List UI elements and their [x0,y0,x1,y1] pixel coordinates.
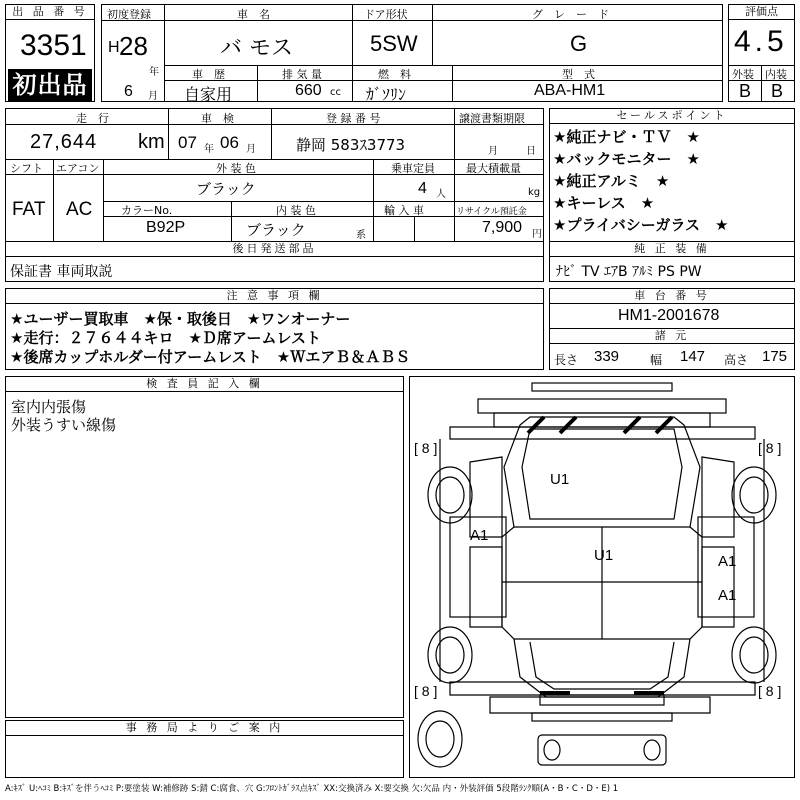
ext-color-value: ブラック [196,180,256,198]
lot-number: 3351 [20,29,87,62]
chassis-value: HM1-2001678 [618,307,720,324]
car-outline-diagram [410,377,794,777]
chassis-section [549,288,795,370]
sales-points-header: セールスポイント [550,109,794,124]
tire-tread-label: [ 8 ] [414,440,438,456]
notes-line: ★走行：２７６４４キロ ★Ｄ席アームレスト [10,329,321,347]
import-header: 輸 入 車 [384,204,424,217]
first-reg-year-unit: 年 [149,67,159,78]
damage-legend: A:ｷｽﾞ U:ﾍｺﾐ B:ｷｽﾞを伴うﾍｺﾐ P:要塗装 W:補修跡 S:錆 C:腐食、穴 G:ﾌﾛﾝﾄｶﾞﾗｽ点ｷｽﾞ XX:交換済み X:要交換 欠:欠品 内・外装評価 5段階ﾗﾝｸ順(A・B・C・D・E) 1 [5,784,619,794]
lot-section [5,4,95,102]
registration-header: 登 録 番 号 [326,112,381,125]
recycle-unit: 円 [532,229,542,240]
equipment-header: 純 正 装 備 [550,242,794,257]
damage-mark: A1 [718,587,737,604]
length-value: 339 [594,348,620,365]
ext-score-value: B [739,81,752,101]
score-header: 評価点 [729,5,794,20]
model-type-header: 型 式 [562,68,595,81]
lot-header: 出 品 番 号 [6,5,94,20]
inspector-section [5,376,404,718]
score-section [728,4,795,102]
int-color-suffix: 系 [356,230,366,241]
aircon-value: AC [66,199,93,220]
detail-grid [5,108,544,282]
transfer-header: 譲渡書類期限 [459,112,525,125]
mileage-unit: km [138,131,165,153]
car-name-header: 車 名 [237,8,270,21]
notes-line: ★ユーザー買取車 ★保・取後日 ★ワンオーナー [10,310,351,328]
sales-point-item: ★バックモニター ★ [553,150,700,168]
recycle-header: リサイクル預託金 [456,207,527,217]
car-name-value: バ モス [220,36,293,61]
int-color-header: 内 装 色 [276,204,316,217]
inspection-month: 06 [220,133,239,152]
equipment-value: ﾅﾋﾞ TV ｴｱB ｱﾙﾐ PS PW [556,264,702,280]
fuel-header: 燃 料 [378,68,411,81]
displacement-header: 排 気 量 [282,68,322,81]
length-label: 長さ [554,353,579,367]
door-header: ドア形状 [364,8,408,21]
fuel-value: ｶﾞｿﾘﾝ [366,85,407,104]
aircon-header: エアコン [56,162,100,175]
damage-mark: A1 [470,527,489,544]
width-label: 幅 [650,353,663,367]
sales-point-item: ★純正アルミ ★ [553,172,670,190]
model-type-value: ABA-HM1 [534,82,606,99]
tire-tread-label: [ 8 ] [758,683,782,699]
inspector-header: 検 査 員 記 入 欄 [6,377,403,392]
first-listing-badge [8,69,92,101]
sales-point-item: ★キーレス ★ [553,194,655,212]
history-header: 車 歴 [192,68,225,81]
first-reg-era: H [108,39,120,56]
damage-mark: A1 [718,553,737,570]
door-value: 5SW [370,31,418,56]
recycle-value: 7,900 [482,219,523,236]
displacement-value: 660 [295,82,322,99]
first-reg-year: 28 [119,31,148,61]
inspection-month-unit: 月 [246,144,256,155]
width-value: 147 [680,348,706,365]
mileage-value: 27,644 [30,131,98,153]
height-value: 175 [762,348,788,365]
later-parts-header: 後日発送部品 [6,242,543,257]
registration-value: 静岡 583ｽ3773 [296,136,406,154]
sales-point-item: ★プライバシーガラス ★ [553,216,729,234]
specs-header: 諸 元 [550,329,794,344]
capacity-header: 乗車定員 [391,162,435,175]
sales-point-item: ★純正ナビ・ＴＶ ★ [553,128,700,146]
ext-score-header: 外装 [732,68,754,81]
damage-mark: U1 [594,547,614,564]
first-reg-month: 6 [124,83,133,100]
notes-header: 注 意 事 項 欄 [6,289,543,304]
max-load-unit: kg [528,187,541,198]
office-header: 事 務 局 よ り ご 案 内 [6,721,403,736]
vehicle-info-grid [101,4,723,102]
first-listing-label: 初出品 [12,71,88,99]
grade-header: グ レ ー ド [532,8,609,21]
inspection-year: 07 [178,133,197,152]
int-score-value: B [771,81,784,101]
shift-value: FAT [12,199,46,220]
mileage-header: 走 行 [76,112,109,125]
notes-section [5,288,544,370]
height-label: 高さ [724,353,749,367]
chassis-header: 車 台 番 号 [550,289,794,304]
color-no-header: カラーNo. [121,204,173,217]
ext-color-header: 外 装 色 [216,162,256,175]
tire-tread-label: [ 8 ] [758,440,782,456]
notes-line: ★後席カップホルダー付アームレスト ★ＷエアＢ＆ＡＢＳ [10,348,411,366]
later-parts-value: 保証書 車両取説 [10,264,113,280]
color-no-value: B92P [146,219,186,236]
int-score-header: 内装 [765,68,787,81]
tire-tread-label: [ 8 ] [414,683,438,699]
transfer-day-unit: 日 [526,146,536,157]
transfer-month-unit: 月 [488,146,498,157]
capacity-unit: 人 [436,189,446,200]
int-color-value: ブラック [246,221,306,239]
score-value: 4.5 [734,25,788,58]
grade-value: G [570,31,588,56]
inspector-line: 外装うすい線傷 [11,416,117,434]
max-load-header: 最大積載量 [466,162,521,175]
equipment-section [549,241,795,282]
sales-points-section [549,108,795,242]
inspection-year-unit: 年 [204,144,214,155]
first-reg-header: 初度登録 [107,8,151,21]
history-value: 自家用 [184,85,233,104]
car-diagram [409,376,795,778]
inspection-header: 車 検 [201,112,234,125]
first-reg-month-unit: 月 [148,91,158,102]
damage-mark: U1 [550,471,570,488]
office-section [5,720,404,778]
shift-header: シフト [10,162,43,175]
capacity-value: 4 [418,180,427,197]
inspector-line: 室内内張傷 [11,398,87,416]
displacement-unit: cc [330,87,341,98]
